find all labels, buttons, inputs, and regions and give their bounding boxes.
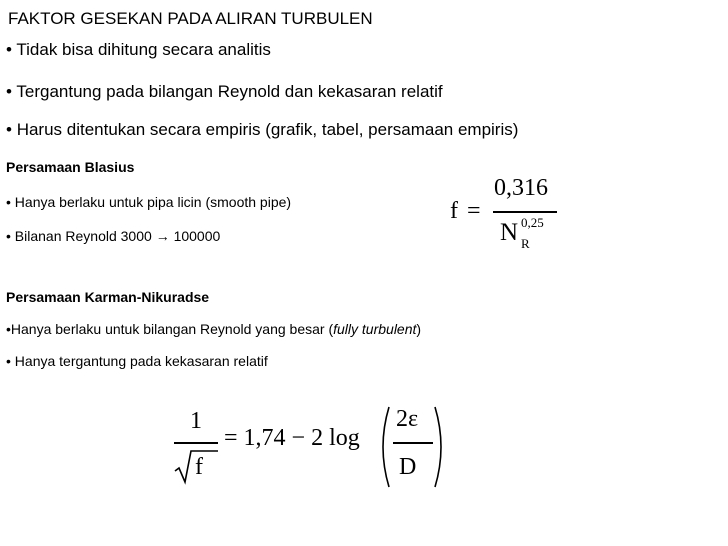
blasius-heading: Persamaan Blasius	[6, 159, 135, 175]
arrow-icon: →	[155, 228, 170, 244]
blasius-item: • Hanya berlaku untuk pipa licin (smooth pipe)	[6, 194, 292, 210]
page-title: FAKTOR GESEKAN PADA ALIRAN TURBULEN	[8, 9, 373, 28]
bullet-item: • Tergantung pada bilangan Reynold dan kekasaran relatif	[6, 82, 443, 101]
bullet-text: Bilanan Reynold 3000	[14, 228, 152, 244]
bullet-text: Tergantung pada bilangan Reynold dan kekasaran relatif	[16, 82, 443, 101]
equation-exponent: 0,25	[521, 215, 544, 230]
blasius-item: • Bilanan Reynold 3000 → 100000	[6, 228, 221, 244]
karman-item: •Hanya berlaku untuk bilangan Reynold yang besar (fully turbulent)	[6, 321, 422, 337]
equation-lhs: f	[450, 198, 458, 224]
bullet-italic-text: fully turbulent	[333, 321, 417, 337]
fraction-bar	[493, 211, 557, 213]
fraction-numerator: 2ε	[396, 406, 419, 432]
equation-numerator: 1	[190, 408, 202, 434]
bullet-text: Hanya berlaku untuk bilangan Reynold yang besar (	[10, 321, 334, 337]
karman-item: • Hanya tergantung pada kekasaran relatif	[6, 353, 268, 369]
bullet-text: 100000	[173, 228, 221, 244]
equation-equals: =	[467, 198, 481, 224]
bullet-item: • Harus ditentukan secara empiris (grafik, tabel, persamaan empiris)	[6, 120, 519, 139]
karman-heading: Persamaan Karman-Nikuradse	[6, 289, 210, 305]
bullet-text: )	[416, 321, 422, 337]
bullet-item: • Tidak bisa dihitung secara analitis	[6, 40, 271, 59]
bullet-text: Tidak bisa dihitung secara analitis	[16, 40, 271, 59]
bullet-text: Hanya berlaku untuk pipa licin (smooth pipe)	[14, 194, 292, 210]
equation-rhs: = 1,74 − 2 log	[224, 425, 360, 451]
fraction-denominator: D	[399, 454, 417, 480]
sqrt-argument: f	[195, 454, 203, 480]
fraction-bar	[174, 442, 218, 444]
bullet-text: Hanya tergantung pada kekasaran relatif	[14, 353, 268, 369]
equation-subscript: R	[521, 236, 530, 251]
bullet-text: Harus ditentukan secara empiris (grafik, tabel, persamaan empiris)	[16, 120, 519, 139]
equation-numerator: 0,316	[494, 175, 548, 201]
equation-denominator-base: N	[500, 219, 519, 246]
left-paren-icon	[376, 405, 392, 489]
fraction-bar	[393, 442, 433, 444]
right-paren-icon	[432, 405, 448, 489]
